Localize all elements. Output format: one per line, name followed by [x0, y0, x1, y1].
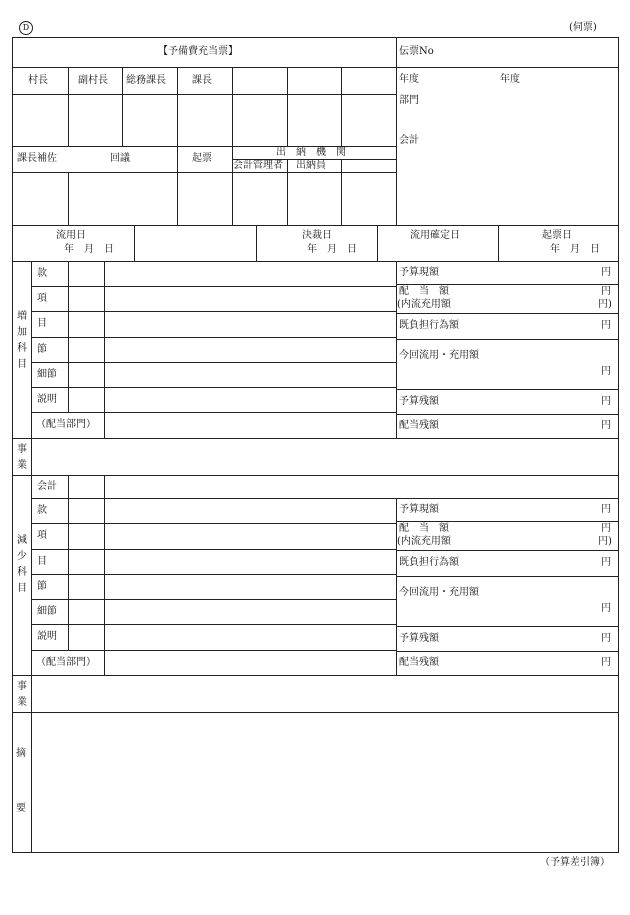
footer-yosan-sashihiki: （予算差引簿）	[540, 857, 610, 868]
dec-haito-bumon: （配当部門）	[36, 657, 96, 668]
dec-yosan-gengaku-en: 円	[601, 504, 611, 515]
dec-yosan-zan: 予算残額	[399, 633, 439, 644]
denpyo-no-label: 伝票No	[399, 46, 434, 57]
approval-soncho: 村長	[28, 75, 48, 86]
kihyo-date-label: 起票日	[542, 230, 572, 241]
dec-uchi-ryu: (内流充用額	[397, 536, 451, 547]
bumon-label: 部門	[399, 95, 419, 106]
increase-section-label: 増加科目	[17, 311, 27, 370]
inc-haito-gaku: 配 当 額	[399, 286, 449, 297]
dec-haito-zan-en: 円	[601, 657, 611, 668]
kessai-date-ymd: 年 月 日	[307, 244, 357, 255]
suitou-kaikei-kanrisha: 会計管理者	[233, 160, 283, 171]
dec-yosan-gengaku: 予算現額	[399, 504, 439, 515]
dec-haito-zan: 配当残額	[399, 657, 439, 668]
inc-yosan-zan-en: 円	[601, 396, 611, 407]
top-right-label: (伺票)	[569, 22, 597, 33]
inc-kifutan: 既負担行為額	[399, 320, 459, 331]
inc-uchi-ryu-en: 円)	[598, 299, 612, 310]
dec-row-kaikei: 会計	[37, 481, 57, 492]
dec-row-setsumei: 説明	[37, 631, 57, 642]
nendo-label-1: 年度	[399, 74, 419, 85]
dec-haito-gaku: 配 当 額	[399, 523, 449, 534]
inc-uchi-ryu: (内流充用額	[397, 299, 451, 310]
inc-row-setsumei: 説明	[37, 394, 57, 405]
inc-kifutan-en: 円	[601, 320, 611, 331]
inc-konkai-en: 円	[601, 366, 611, 377]
decrease-section-label: 減少科目	[17, 535, 27, 594]
approval-somukacho: 総務課長	[126, 75, 166, 86]
inc-haito-bumon: （配当部門）	[36, 419, 96, 430]
dec-kifutan: 既負担行為額	[399, 557, 459, 568]
dec-uchi-ryu-en: 円)	[598, 536, 612, 547]
dec-haito-gaku-en: 円	[601, 523, 611, 534]
approval-kacho: 課長	[192, 75, 212, 86]
dec-row-ko: 項	[37, 530, 47, 541]
inc-row-setsu: 節	[37, 344, 47, 355]
form-title: 【予備費充当票】	[158, 46, 238, 57]
nendo-label-2: 年度	[500, 74, 520, 85]
inc-row-ko: 項	[37, 293, 47, 304]
dec-row-moku: 目	[37, 556, 47, 567]
inc-yosan-gengaku: 予算現額	[399, 267, 439, 278]
kakutei-date-label: 流用確定日	[410, 230, 460, 241]
inc-row-moku: 目	[37, 318, 47, 329]
kihyo-date-ymd: 年 月 日	[550, 244, 600, 255]
dec-row-setsu: 節	[37, 581, 47, 592]
jigyo-label-2: 事業	[17, 681, 27, 708]
approval-kaigi: 回議	[110, 153, 130, 164]
dec-row-kan: 款	[37, 505, 47, 516]
approval-kachohosa: 課長補佐	[17, 153, 57, 164]
inc-row-saisetsu: 細節	[37, 369, 57, 380]
suitou-suitouin: 出納員	[296, 160, 326, 171]
inc-yosan-gengaku-en: 円	[601, 267, 611, 278]
dec-konkai-en: 円	[601, 603, 611, 614]
jigyo-label-1: 事業	[17, 444, 27, 471]
inc-row-kan: 款	[37, 268, 47, 279]
kessai-date-label: 決裁日	[302, 230, 332, 241]
inc-haito-zan: 配当残額	[399, 420, 439, 431]
tekiyo-label-2: 要	[16, 803, 26, 814]
inc-haito-gaku-en: 円	[601, 286, 611, 297]
ryuyo-date-ymd: 年 月 日	[64, 244, 114, 255]
approval-fukusoncho: 副村長	[78, 75, 108, 86]
dec-row-saisetsu: 細節	[37, 606, 57, 617]
tekiyo-label-1: 摘	[16, 748, 26, 759]
kaikei-label: 会計	[399, 135, 419, 146]
dec-konkai: 今回流用・充用額	[399, 587, 479, 598]
dec-yosan-zan-en: 円	[601, 633, 611, 644]
inc-haito-zan-en: 円	[601, 420, 611, 431]
suitou-header: 出 納 機 関	[276, 147, 346, 158]
dec-kifutan-en: 円	[601, 557, 611, 568]
ryuyo-date-label: 流用日	[56, 230, 86, 241]
circle-d-mark: D	[19, 21, 33, 35]
approval-kihyo: 起票	[192, 153, 212, 164]
inc-yosan-zan: 予算残額	[399, 396, 439, 407]
inc-konkai: 今回流用・充用額	[399, 350, 479, 361]
